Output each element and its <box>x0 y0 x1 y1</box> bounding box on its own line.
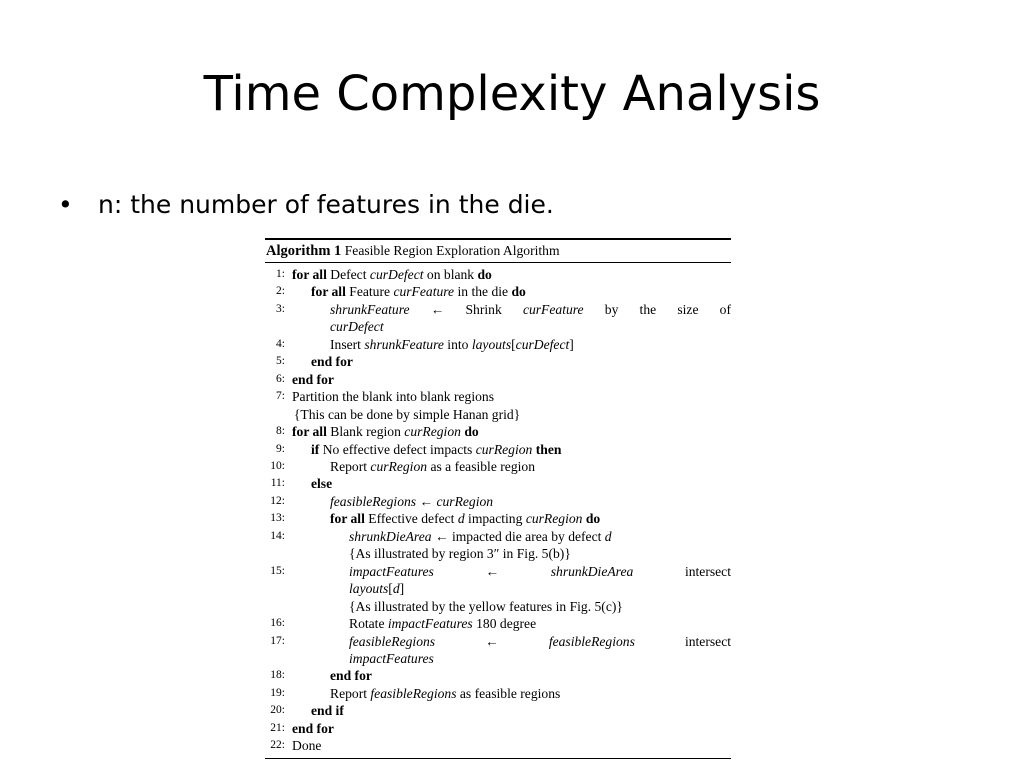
line-text <box>330 336 731 353</box>
line-segment: Insert <box>330 336 365 352</box>
keyword: else <box>311 476 333 492</box>
line-text <box>349 615 731 632</box>
math-variable: curDefect <box>515 336 570 352</box>
keyword: do <box>511 284 526 300</box>
line-number: 14: <box>270 529 285 542</box>
math-variable: shrunkFeature <box>330 301 410 317</box>
line-number: 7: <box>276 390 285 403</box>
algorithm-line <box>265 493 731 510</box>
line-segment: Defect <box>326 267 370 282</box>
keyword: do <box>464 424 479 440</box>
line-segment: as a feasible region <box>427 458 535 474</box>
keyword: for all <box>330 511 365 527</box>
algorithm-line <box>265 388 731 405</box>
keyword: end for <box>292 720 334 736</box>
line-segment: {As illustrated by the yellow features in Fig. 5(c)} <box>349 598 623 614</box>
line-number: 12: <box>270 494 285 507</box>
line-text <box>330 685 731 702</box>
math-variable: curRegion <box>404 424 461 440</box>
line-segment: Feature <box>345 284 394 300</box>
algorithm-line <box>265 458 731 475</box>
algorithm-figure <box>265 238 731 759</box>
line-segment: Blank region <box>326 424 405 440</box>
line-text <box>294 406 731 423</box>
math-variable: shrunkDieArea <box>349 528 432 544</box>
line-segment: [ <box>511 336 516 352</box>
line-segment: as feasible regions <box>456 685 561 701</box>
algorithm-line <box>265 423 731 440</box>
algorithm-line <box>265 353 731 370</box>
line-number: 16: <box>270 617 285 630</box>
line-number: 15: <box>270 564 285 577</box>
line-number: 8: <box>276 425 285 438</box>
line-segment: 180 degree <box>472 616 537 632</box>
algorithm-line <box>265 598 731 615</box>
algorithm-line <box>265 283 731 300</box>
keyword: end if <box>311 703 344 719</box>
line-segment: Done <box>292 738 322 754</box>
algorithm-line <box>265 545 731 562</box>
math-variable: curRegion <box>370 458 428 474</box>
algorithm-line <box>265 301 731 318</box>
line-text <box>349 528 731 545</box>
line-number: 5: <box>276 355 285 368</box>
line-number: 22: <box>270 739 285 752</box>
line-text <box>311 441 731 458</box>
algorithm-line <box>265 441 731 458</box>
line-segment: ← Shrink <box>409 301 523 317</box>
line-text <box>311 702 731 719</box>
line-text <box>349 633 731 650</box>
line-text <box>349 580 731 597</box>
math-variable: d <box>604 528 612 544</box>
algorithm-lines <box>265 266 731 755</box>
math-variable: d <box>457 511 465 527</box>
math-variable: d <box>392 581 400 597</box>
algorithm-caption: Feasible Region Exploration Algorithm <box>344 243 560 258</box>
keyword: for all <box>311 284 346 300</box>
line-number: 9: <box>276 442 285 455</box>
math-variable: layouts <box>349 581 389 597</box>
line-text <box>349 545 731 562</box>
math-variable: curRegion <box>525 511 583 527</box>
line-segment: by the size of <box>583 301 731 317</box>
line-text <box>292 423 731 440</box>
line-text <box>349 650 731 667</box>
math-variable: feasibleRegions <box>330 493 417 509</box>
math-variable: shrunkFeature <box>364 336 444 352</box>
line-number: 13: <box>270 512 285 525</box>
bullet-marker: • <box>58 190 73 219</box>
line-segment: {As illustrated by region 3″ in Fig. 5(b)} <box>349 546 571 562</box>
math-variable: shrunkDieArea <box>550 563 634 579</box>
math-variable: layouts <box>471 336 512 352</box>
algorithm-line <box>265 580 731 597</box>
line-segment: on blank <box>423 267 478 282</box>
line-text <box>330 301 731 318</box>
math-variable: impactFeatures <box>349 563 434 579</box>
algorithm-line <box>265 266 731 283</box>
algorithm-header-rule <box>265 262 731 263</box>
keyword: do <box>585 511 601 527</box>
line-text <box>292 266 731 283</box>
keyword: do <box>477 267 492 282</box>
line-segment: into <box>443 336 472 352</box>
line-number: 2: <box>276 285 285 298</box>
keyword: end for <box>292 371 334 387</box>
algorithm-line <box>265 336 731 353</box>
line-segment: ] <box>569 336 574 352</box>
math-variable: curRegion <box>436 493 494 509</box>
line-number: 10: <box>270 459 285 472</box>
line-segment: {This can be done by simple Hanan grid} <box>293 406 521 422</box>
algorithm-line <box>265 475 731 492</box>
algorithm-line <box>265 528 731 545</box>
line-segment: Effective defect <box>364 511 458 527</box>
algorithm-line <box>265 510 731 527</box>
keyword: for all <box>292 267 327 282</box>
keyword: for all <box>292 424 327 440</box>
algorithm-header <box>265 240 731 262</box>
math-variable: curFeature <box>393 284 455 300</box>
line-number: 1: <box>276 268 285 280</box>
line-segment: Report <box>330 685 371 701</box>
algorithm-line <box>265 563 731 580</box>
algorithm-line <box>265 685 731 702</box>
slide-title: Time Complexity Analysis <box>203 66 821 122</box>
line-number: 18: <box>270 669 285 682</box>
line-text <box>311 283 731 300</box>
algorithm-line <box>265 720 731 737</box>
line-text <box>330 458 731 475</box>
line-segment: No effective defect impacts <box>319 441 476 457</box>
algorithm-bottom-rule <box>265 758 731 759</box>
keyword: end for <box>311 354 353 370</box>
algorithm-label: Algorithm 1 <box>266 243 342 259</box>
keyword: if <box>311 441 320 457</box>
line-segment: ← impacted die area by defect <box>431 528 605 544</box>
line-number: 20: <box>270 704 285 717</box>
math-variable: curFeature <box>522 301 584 317</box>
algorithm-line <box>265 371 731 388</box>
math-variable: curRegion <box>475 441 533 457</box>
line-text <box>311 353 731 370</box>
keyword: end for <box>330 668 372 684</box>
line-segment: [ <box>388 581 393 597</box>
line-number: 17: <box>270 634 285 647</box>
line-text <box>330 318 731 335</box>
math-variable: curDefect <box>330 319 384 335</box>
line-number: 19: <box>270 686 285 699</box>
line-text <box>330 493 731 510</box>
algorithm-line <box>265 667 731 684</box>
algorithm-line <box>265 318 731 335</box>
line-text <box>349 598 731 615</box>
line-segment: Rotate <box>349 616 388 632</box>
line-segment: intersect <box>634 633 732 649</box>
line-text <box>292 737 731 754</box>
line-segment: ] <box>399 581 405 597</box>
bullet-text: n: the number of features in the die. <box>98 190 554 219</box>
math-variable: feasibleRegions <box>349 633 436 649</box>
math-variable: impactFeatures <box>349 650 434 666</box>
line-text <box>292 388 731 405</box>
algorithm-line <box>265 737 731 754</box>
line-text <box>292 371 731 388</box>
math-variable: curDefect <box>369 267 424 282</box>
line-segment: impacting <box>464 511 526 527</box>
line-segment: Report <box>330 458 371 474</box>
line-segment: Partition the blank into blank regions <box>292 389 494 405</box>
line-segment: ← <box>416 493 437 509</box>
line-number: 4: <box>276 337 285 350</box>
line-text <box>311 475 731 492</box>
line-segment: ← <box>435 633 549 649</box>
line-text <box>292 720 731 737</box>
algorithm-line <box>265 702 731 719</box>
algorithm-line <box>265 633 731 650</box>
math-variable: feasibleRegions <box>370 685 457 701</box>
algorithm-line <box>265 650 731 667</box>
line-text <box>330 510 731 527</box>
algorithm-line <box>265 406 731 423</box>
line-segment: in the die <box>454 284 512 300</box>
line-number: 6: <box>276 372 285 385</box>
line-segment: ← <box>433 563 551 579</box>
math-variable: impactFeatures <box>387 616 473 632</box>
math-variable: feasibleRegions <box>548 633 635 649</box>
line-segment: intersect <box>633 563 731 579</box>
line-text <box>349 563 731 580</box>
line-text <box>330 667 731 684</box>
algorithm-line <box>265 615 731 632</box>
keyword: then <box>535 441 562 457</box>
line-number: 3: <box>276 302 285 315</box>
line-number: 11: <box>270 477 285 490</box>
bullet-item <box>58 188 554 222</box>
line-number: 21: <box>270 721 285 734</box>
